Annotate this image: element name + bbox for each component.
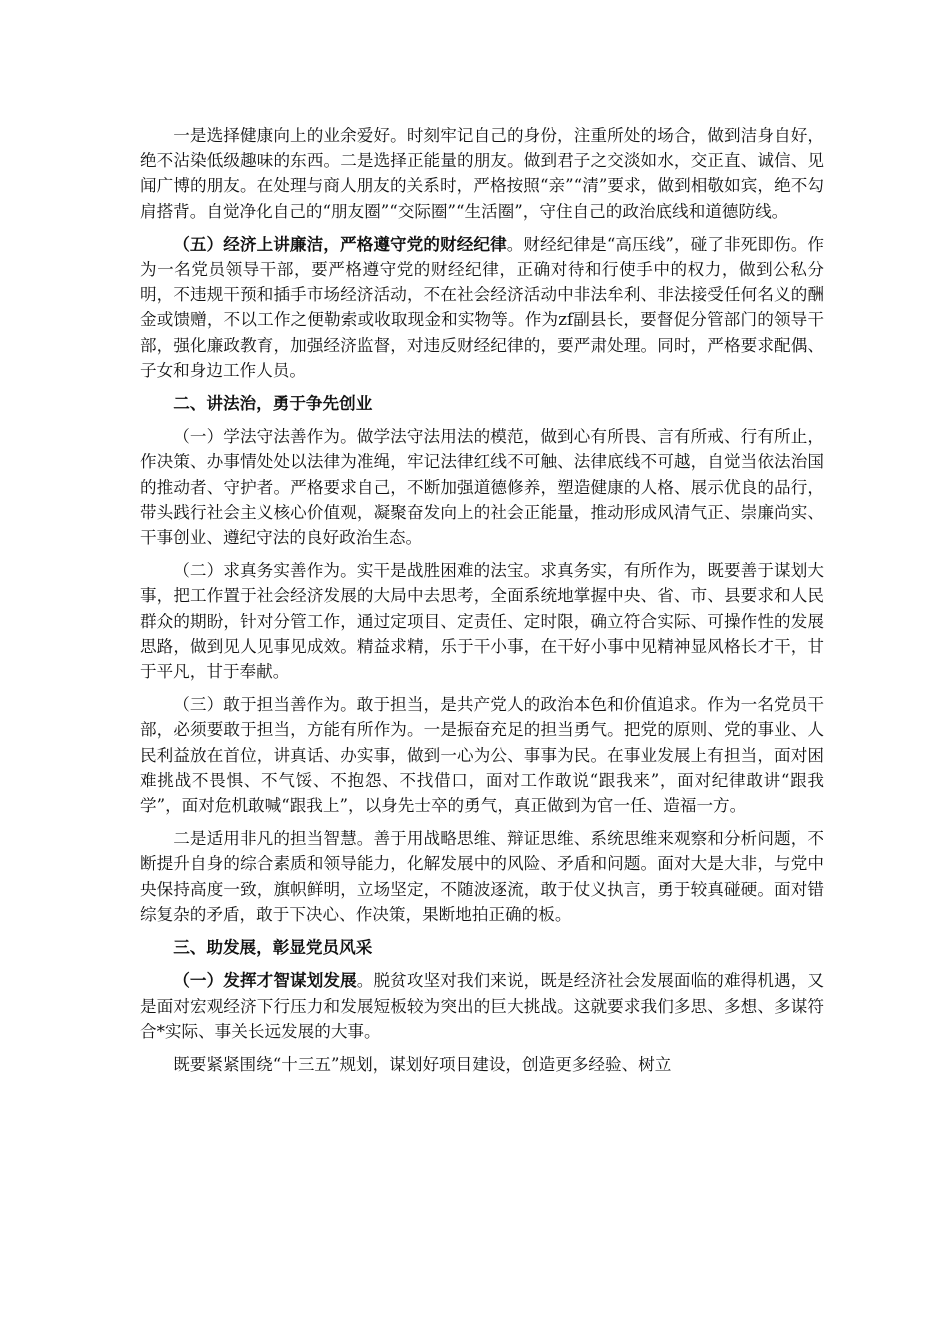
- paragraph-text: （三）敢于担当善作为。敢于担当，是共产党人的政治本色和价值追求。作为一名党员干部，必须要敢于担当，方能有所作为。一是振奋充足的担当勇气。把党的原则、党的事业、人民利益放在首位，讲真话、办实事，做到一心为公、事事为民。在事业发展上有担当，面对困难挑战不畏惧、不气馁、不抱怨、不找借口，面对工作敢说“跟我来”，面对纪律敢讲“跟我学”，面对危机敢喊“跟我上”，以身先士卒的勇气，真正做到为官一任、造福一方。: [140, 695, 824, 816]
- paragraph-wisdom: [140, 826, 824, 927]
- paragraph-lead: （五）经济上讲廉洁，严格遵守党的财经纪律: [173, 233, 507, 254]
- paragraph-text: 。脱贫攻坚对我们来说，既是经济社会发展面临的难得机遇，又是面对宏观经济下行压力和发展短板较为突出的巨大挑战。这就要求我们多思、多想、多谋符合*实际、事关长远发展的大事。: [140, 971, 825, 1041]
- paragraph-text: （二）求真务实善作为。实干是战胜困难的法宝。求真务实，有所作为，既要善于谋划大事，把工作置于社会经济发展的大局中去思考，全面系统地掌握中央、省、市、县要求和人民群众的期盼，针对分管工作，通过定项目、定责任、定时限，确立符合实际、可操作性的发展思路，做到见人见事见成效。精益求精，乐于干小事，在干好小事中见精神显风格长才干，甘于平凡，甘于奉献。: [140, 561, 824, 682]
- paragraph-hobbies-friends: [140, 123, 824, 224]
- paragraph-economic-integrity: [140, 232, 824, 383]
- paragraph-text: 二是适用非凡的担当智慧。善于用战略思维、辩证思维、系统思维来观察和分析问题，不断提升自身的综合素质和领导能力，化解发展中的风险、矛盾和问题。面对大是大非，与党中央保持高度一致，旗帜鲜明，立场坚定，不随波逐流，敢于仗义执言，勇于较真碰硬。面对错综复杂的矛盾，敢于下决心、作决策，果断地拍正确的板。: [140, 829, 824, 924]
- section-heading-rule-of-law: 二、讲法治，勇于争先创业: [173, 393, 373, 414]
- paragraph-13th-five-year: [140, 1052, 824, 1077]
- paragraph-text: 。财经纪律是“高压线”，碰了非死即伤。作为一名党员领导干部，要严格遵守党的财经纪律，正确对待和行使手中的权力，做到公私分明，不违规干预和插手市场经济活动，不在社会经济活动中非法牟利、非法接受任何名义的酬金或馈赠，不以工作之便勒索或收取现金和实物等。作为zf副县长，要督促分管部门的领导干部，强化廉政教育，加强经济监督，对违反财经纪律的，要严肃处理。同时，严格要求配偶、子女和身边工作人员。: [140, 234, 825, 380]
- section-heading-development: 三、助发展，彰显党员风采: [173, 937, 373, 958]
- paragraph-text: 既要紧紧围绕“十三五”规划，谋划好项目建设，创造更多经验、树立: [173, 1054, 672, 1074]
- paragraph-learn-law: [140, 424, 824, 550]
- paragraph-pragmatic: [140, 558, 824, 684]
- paragraph-lead: （一）发挥才智谋划发展: [173, 970, 357, 991]
- paragraph-plan-development: [140, 968, 824, 1044]
- document-body: [140, 123, 824, 1085]
- paragraph-text: （一）学法守法善作为。做学法守法用法的模范，做到心有所畏、言有所戒、行有所止，作决策、办事情处处以法律为准绳，牢记法律红线不可触、法律底线不可越，自觉当依法治国的推动者、守护者。严格要求自己，不断加强道德修养，塑造健康的人格、展示优良的品行，带头践行社会主义核心价值观，凝聚奋发向上的社会正能量，推动形成风清气正、崇廉尚实、干事创业、遵纪守法的良好政治生态。: [140, 427, 824, 548]
- paragraph-text: 一是选择健康向上的业余爱好。时刻牢记自己的身份，注重所处的场合，做到洁身自好，绝不沾染低级趣味的东西。二是选择正能量的朋友。做到君子之交淡如水，交正直、诚信、见闻广博的朋友。在处理与商人朋友的关系时，严格按照“亲”“清”要求，做到相敬如宾，绝不勾肩搭背。自觉净化自己的“朋友圈”“交际圈”“生活圈”，守住自己的政治底线和道德防线。: [140, 126, 824, 221]
- paragraph-responsibility: [140, 692, 824, 818]
